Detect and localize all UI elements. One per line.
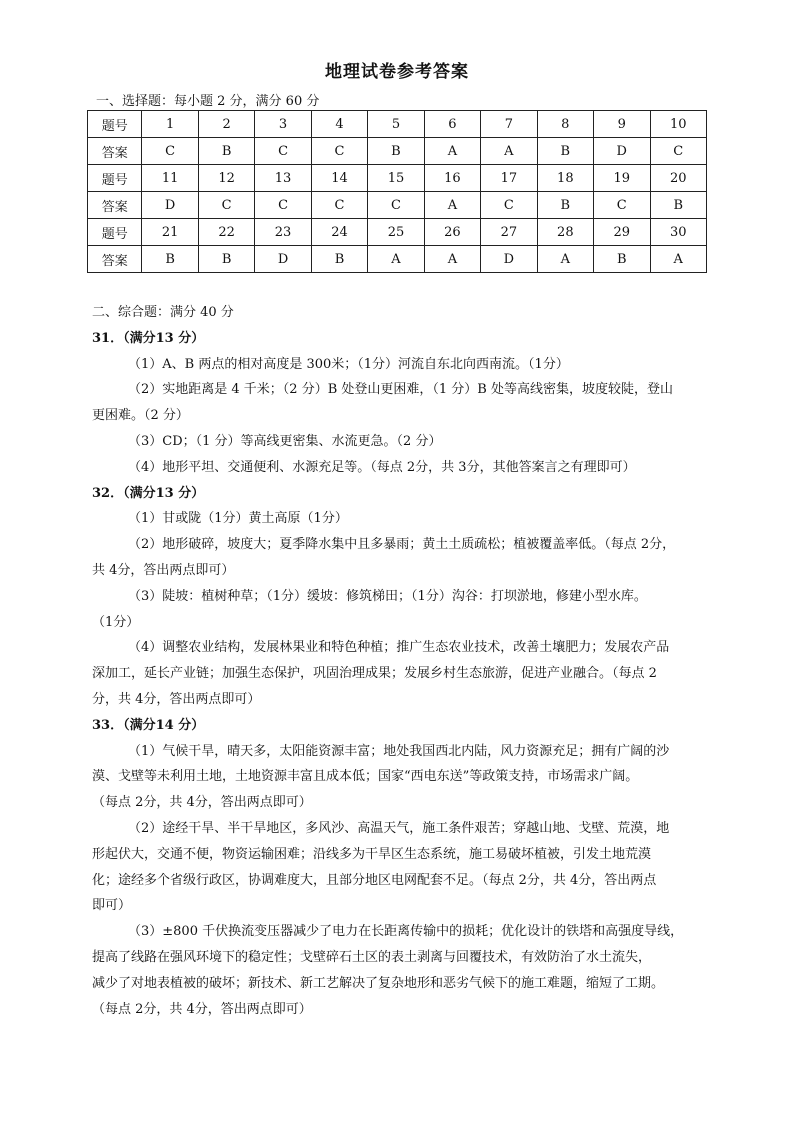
answer-table <box>87 110 707 273</box>
page-title: 地理试卷参考答案 <box>325 62 469 82</box>
table-cell: 6 <box>424 111 480 138</box>
answer-line: 提高了线路在强风环境下的稳定性；戈壁碎石土区的表土剥离与回覆技术，有效防治了水土流失， <box>92 949 652 965</box>
table-cell: 1 <box>142 111 198 138</box>
table-row <box>88 219 707 246</box>
answer-line: （1分） <box>92 614 140 630</box>
answer-line: 即可） <box>92 898 132 914</box>
table-cell: A <box>537 246 593 273</box>
table-cell: A <box>481 138 537 165</box>
table-cell: C <box>198 192 254 219</box>
answer-line: （每点 2分，共 4分，答出两点即可） <box>92 1001 312 1017</box>
table-cell: D <box>255 246 311 273</box>
table-cell: A <box>368 246 424 273</box>
table-cell: C <box>142 138 198 165</box>
answer-line: （4）地形平坦、交通便利、水源充足等。（每点 2分，共 3分，其他答案言之有理即可） <box>128 459 636 475</box>
question-heading: 31．（满分13 分） <box>92 330 205 346</box>
table-cell: C <box>650 138 707 165</box>
answer-line: （每点 2分，共 4分，答出两点即可） <box>92 795 312 811</box>
answer-line: 形起伏大，交通不便，物资运输困难；沿线多为干旱区生态系统，施工易破坏植被，引发土地荒漠 <box>92 846 652 862</box>
table-cell: 27 <box>481 219 537 246</box>
table-cell: 2 <box>198 111 254 138</box>
table-row <box>88 165 707 192</box>
answer-line: 化；途经多个省级行政区，协调难度大，且部分地区电网配套不足。（每点 2分，共 4分，答出两点 <box>92 872 657 888</box>
answer-line: （2）地形破碎，坡度大；夏季降水集中且多暴雨；黄土土质疏松；植被覆盖率低。（每点 2分， <box>128 537 676 553</box>
table-cell: B <box>142 246 198 273</box>
table-cell: C <box>255 192 311 219</box>
table-row <box>88 138 707 165</box>
table-cell: D <box>594 138 650 165</box>
question-heading: 32．（满分13 分） <box>92 485 205 501</box>
table-cell: 15 <box>368 165 424 192</box>
table-cell: A <box>424 192 480 219</box>
table-cell: B <box>537 138 593 165</box>
table-cell: 13 <box>255 165 311 192</box>
table-cell: B <box>198 246 254 273</box>
answer-line: （2）实地距离是 4 千米；（2 分）B 处登山更困难，（1 分）B 处等高线密集，坡度较陡，登山 <box>128 382 673 398</box>
table-cell: B <box>537 192 593 219</box>
table-cell: B <box>650 192 707 219</box>
answer-line: （1）气候干旱，晴天多，太阳能资源丰富；地处我国西北内陆，风力资源充足；拥有广阔的沙 <box>128 743 670 759</box>
row-header-cell: 答案 <box>88 246 142 273</box>
table-cell: C <box>311 192 367 219</box>
table-cell: D <box>142 192 198 219</box>
table-row <box>88 111 707 138</box>
table-cell: 9 <box>594 111 650 138</box>
answer-line: （3）±800 千伏换流变压器减少了电力在长距离传输中的损耗；优化设计的铁塔和高强度导线， <box>128 924 684 940</box>
table-cell: 17 <box>481 165 537 192</box>
table-cell: B <box>368 138 424 165</box>
answer-line: 漠、戈壁等未利用土地，土地资源丰富且成本低；国家“西电东送”等政策支持，市场需求广阔。 <box>92 769 639 785</box>
table-row <box>88 246 707 273</box>
table-cell: 29 <box>594 219 650 246</box>
answer-line: （3）CD；（1 分）等高线更密集、水流更急。（2 分） <box>128 433 442 449</box>
row-header-cell: 答案 <box>88 192 142 219</box>
table-cell: C <box>481 192 537 219</box>
table-cell: A <box>424 138 480 165</box>
section2-heading: 二、综合题：满分 40 分 <box>92 305 234 320</box>
table-cell: 22 <box>198 219 254 246</box>
table-cell: 19 <box>594 165 650 192</box>
table-cell: 8 <box>537 111 593 138</box>
answer-line: 减少了对地表植被的破坏；新技术、新工艺解决了复杂地形和恶劣气候下的施工难题，缩短了工期。 <box>92 975 665 991</box>
table-cell: 5 <box>368 111 424 138</box>
table-cell: 10 <box>650 111 707 138</box>
table-cell: 24 <box>311 219 367 246</box>
table-cell: 12 <box>198 165 254 192</box>
table-cell: 26 <box>424 219 480 246</box>
table-cell: 4 <box>311 111 367 138</box>
question-heading: 33．（满分14 分） <box>92 717 205 733</box>
table-cell: 20 <box>650 165 707 192</box>
table-cell: 18 <box>537 165 593 192</box>
row-header-cell: 题号 <box>88 111 142 138</box>
table-cell: C <box>255 138 311 165</box>
row-header-cell: 答案 <box>88 138 142 165</box>
answer-line: （2）途经干旱、半干旱地区，多风沙、高温天气，施工条件艰苦；穿越山地、戈壁、荒漠，地 <box>128 820 670 836</box>
table-cell: 23 <box>255 219 311 246</box>
answer-line: （1）甘或陇（1分）黄土高原（1分） <box>128 511 348 527</box>
table-cell: C <box>594 192 650 219</box>
answer-line: （1）A、B 两点的相对高度是 300米；（1分）河流自东北向西南流。（1分） <box>128 356 569 372</box>
table-cell: B <box>198 138 254 165</box>
table-cell: 7 <box>481 111 537 138</box>
table-cell: C <box>311 138 367 165</box>
table-cell: 25 <box>368 219 424 246</box>
table-row <box>88 192 707 219</box>
section2 <box>92 300 702 1022</box>
row-header-cell: 题号 <box>88 165 142 192</box>
answer-line: （4）调整农业结构，发展林果业和特色种植；推广生态农业技术，改善土壤肥力；发展农产品 <box>128 640 670 656</box>
table-cell: B <box>311 246 367 273</box>
table-cell: A <box>424 246 480 273</box>
table-cell: C <box>368 192 424 219</box>
table-cell: A <box>650 246 707 273</box>
table-cell: 21 <box>142 219 198 246</box>
table-cell: 16 <box>424 165 480 192</box>
table-cell: 14 <box>311 165 367 192</box>
table-cell: 28 <box>537 219 593 246</box>
answer-line: （3）陡坡：植树种草；（1分）缓坡：修筑梯田；（1分）沟谷：打坝淤地，修建小型水库。 <box>128 588 647 604</box>
table-cell: D <box>481 246 537 273</box>
table-cell: B <box>594 246 650 273</box>
table-cell: 3 <box>255 111 311 138</box>
answer-line: 深加工，延长产业链；加强生态保护，巩固治理成果；发展乡村生态旅游，促进产业融合。（每点 2 <box>92 666 657 682</box>
answer-line: 共 4分，答出两点即可） <box>92 562 235 578</box>
table-cell: 30 <box>650 219 707 246</box>
answer-line: 更困难。（2 分） <box>92 408 189 424</box>
section1-heading: 一、选择题：每小题 2 分，满分 60 分 <box>96 94 320 109</box>
table-cell: 11 <box>142 165 198 192</box>
row-header-cell: 题号 <box>88 219 142 246</box>
answer-line: 分，共 4分，答出两点即可） <box>92 691 261 707</box>
